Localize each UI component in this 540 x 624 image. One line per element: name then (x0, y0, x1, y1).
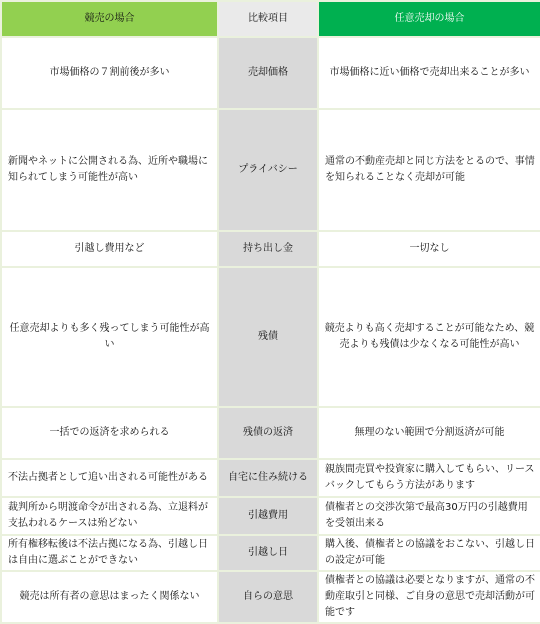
voluntary-cell: 一切なし (318, 231, 540, 267)
table-row-debt-repayment (1, 407, 540, 459)
foreclosure-cell: 引越し費用など (1, 231, 218, 267)
table-row-remaining-debt (1, 267, 540, 407)
foreclosure-cell: 競売は所有者の意思はまったく関係ない (1, 571, 218, 623)
foreclosure-cell: 不法占拠者として追い出される可能性がある (1, 459, 218, 497)
table-row-moving-date (1, 535, 540, 571)
item-cell: 持ち出し金 (218, 231, 318, 267)
foreclosure-cell: 所有権移転後は不法占拠になる為、引越し日は自由に選ぶことができない (1, 535, 218, 571)
voluntary-cell: 通常の不動産売却と同じ方法をとるので、事情を知られることなく売却が可能 (318, 109, 540, 231)
item-cell: 引越費用 (218, 497, 318, 535)
header-voluntary-sale: 任意売却の場合 (318, 1, 540, 37)
item-cell: プライバシー (218, 109, 318, 231)
foreclosure-cell: 市場価格の７割前後が多い (1, 37, 218, 109)
item-cell: 売却価格 (218, 37, 318, 109)
header-foreclosure: 競売の場合 (1, 1, 218, 37)
foreclosure-cell: 一括での返済を求められる (1, 407, 218, 459)
voluntary-cell: 親族間売買や投資家に購入してもらい、リースバックしてもらう方法があります (318, 459, 540, 497)
header-comparison-item: 比較項目 (218, 1, 318, 37)
table-row-moving-cost (1, 497, 540, 535)
table-row-continue-living (1, 459, 540, 497)
foreclosure-cell: 任意売却よりも多く残ってしまう可能性が高い (1, 267, 218, 407)
voluntary-cell: 無理のない範囲で分割返済が可能 (318, 407, 540, 459)
item-cell: 残債 (218, 267, 318, 407)
voluntary-cell: 債権者との協議は必要となりますが、通常の不動産取引と同様、ご自身の意思で売却活動が可能です (318, 571, 540, 623)
item-cell: 自宅に住み続ける (218, 459, 318, 497)
header-row (1, 1, 540, 37)
voluntary-cell: 購入後、債権者との協議をおこない、引越し日の設定が可能 (318, 535, 540, 571)
table-row-privacy (1, 109, 540, 231)
table-row-own-will (1, 571, 540, 623)
table-row-out-of-pocket (1, 231, 540, 267)
voluntary-cell: 競売よりも高く売却することが可能なため、競売よりも残債は少なくなる可能性が高い (318, 267, 540, 407)
item-cell: 残債の返済 (218, 407, 318, 459)
item-cell: 引越し日 (218, 535, 318, 571)
item-cell: 自らの意思 (218, 571, 318, 623)
voluntary-cell: 市場価格に近い価格で売却出来ることが多い (318, 37, 540, 109)
foreclosure-cell: 裁判所から明渡命令が出される為、立退料が支払われるケースは殆どない (1, 497, 218, 535)
table-row-sale-price (1, 37, 540, 109)
foreclosure-cell: 新聞やネットに公開される為、近所や職場に知られてしまう可能性が高い (1, 109, 218, 231)
voluntary-cell: 債権者との交渉次第で最高30万円の引越費用を受領出来る (318, 497, 540, 535)
